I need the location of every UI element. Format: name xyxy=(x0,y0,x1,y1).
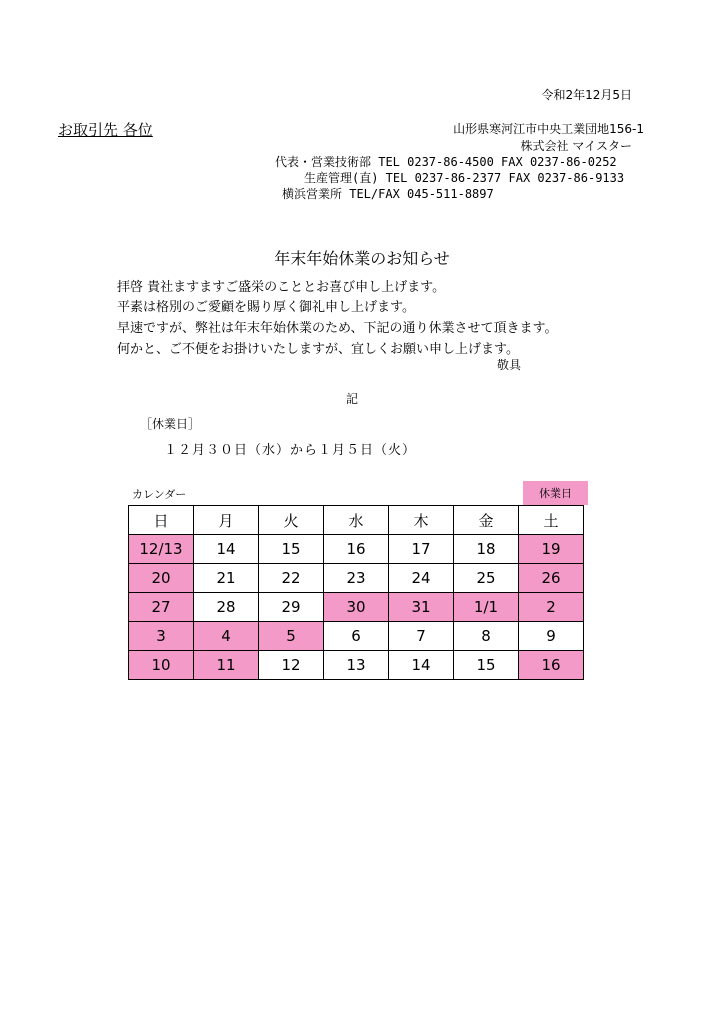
weekday-header: 火 xyxy=(259,506,324,535)
calendar-day: 24 xyxy=(389,564,454,593)
calendar-week-row xyxy=(129,564,584,593)
calendar-day-holiday: 3 xyxy=(129,622,194,651)
closing: 敬具 xyxy=(497,358,522,372)
calendar-day: 13 xyxy=(324,651,389,680)
weekday-header: 水 xyxy=(324,506,389,535)
contact-production: 生産管理(直) TEL 0237-86-2377 FAX 0237-86-9133 xyxy=(304,171,625,185)
body-line: 平素は格別のご愛顧を賜り厚く御礼申し上げます。 xyxy=(117,300,415,315)
weekday-header: 日 xyxy=(129,506,194,535)
contact-yokohama: 横浜営業所 TEL/FAX 045-511-8897 xyxy=(282,187,494,201)
calendar-header-row xyxy=(129,506,584,535)
ki-heading: 記 xyxy=(346,392,359,406)
calendar-day: 7 xyxy=(389,622,454,651)
calendar-day: 14 xyxy=(194,535,259,564)
calendar-day-holiday: 26 xyxy=(519,564,584,593)
holiday-label: ［休業日］ xyxy=(140,417,201,431)
calendar-day: 25 xyxy=(454,564,519,593)
calendar-day-holiday: 31 xyxy=(389,593,454,622)
weekday-header: 木 xyxy=(389,506,454,535)
body-line: 拝啓 貴社ますますご盛栄のこととお喜び申し上げます。 xyxy=(117,280,446,295)
calendar-day-holiday: 27 xyxy=(129,593,194,622)
calendar-day-holiday: 1/1 xyxy=(454,593,519,622)
calendar-day-holiday: 11 xyxy=(194,651,259,680)
calendar-day-holiday: 30 xyxy=(324,593,389,622)
body-line: 早速ですが、弊社は年末年始休業のため、下記の通り休業させて頂きます。 xyxy=(117,321,558,336)
weekday-header: 金 xyxy=(454,506,519,535)
calendar-day-holiday: 16 xyxy=(519,651,584,680)
sender-company: 株式会社 マイスター xyxy=(520,139,632,153)
calendar-week-row xyxy=(129,593,584,622)
calendar-day-holiday: 4 xyxy=(194,622,259,651)
holiday-range: １２月３０日（水）から１月５日（火） xyxy=(164,443,417,458)
calendar-day: 15 xyxy=(259,535,324,564)
calendar-day: 9 xyxy=(519,622,584,651)
calendar-day: 14 xyxy=(389,651,454,680)
notice-title: 年末年始休業のお知らせ xyxy=(274,249,450,268)
calendar-day-holiday: 20 xyxy=(129,564,194,593)
calendar-day-holiday: 5 xyxy=(259,622,324,651)
calendar-day: 28 xyxy=(194,593,259,622)
calendar-week-row xyxy=(129,651,584,680)
calendar-day: 16 xyxy=(324,535,389,564)
calendar-day-holiday: 10 xyxy=(129,651,194,680)
calendar-day: 15 xyxy=(454,651,519,680)
calendar-day-holiday: 12/13 xyxy=(129,535,194,564)
calendar-day: 21 xyxy=(194,564,259,593)
calendar-week-row xyxy=(129,535,584,564)
calendar-day: 29 xyxy=(259,593,324,622)
holiday-legend: 休業日 xyxy=(523,481,588,505)
sender-address: 山形県寒河江市中央工業団地156-1 xyxy=(453,122,644,136)
calendar-week-row xyxy=(129,622,584,651)
document-date: 令和2年12月5日 xyxy=(541,88,632,102)
calendar-day: 18 xyxy=(454,535,519,564)
body-line: 何かと、ご不便をお掛けいたしますが、宜しくお願い申し上げます。 xyxy=(117,342,519,357)
calendar-day: 22 xyxy=(259,564,324,593)
contact-main: 代表・営業技術部 TEL 0237-86-4500 FAX 0237-86-0252 xyxy=(275,155,617,169)
calendar-label: カレンダー xyxy=(132,488,187,501)
addressee: お取引先 各位 xyxy=(58,121,153,139)
calendar-day: 12 xyxy=(259,651,324,680)
weekday-header: 土 xyxy=(519,506,584,535)
weekday-header: 月 xyxy=(194,506,259,535)
calendar-table xyxy=(128,505,584,680)
calendar-day-holiday: 2 xyxy=(519,593,584,622)
calendar-day: 17 xyxy=(389,535,454,564)
calendar-day: 8 xyxy=(454,622,519,651)
calendar-day: 23 xyxy=(324,564,389,593)
calendar-day: 6 xyxy=(324,622,389,651)
calendar-day-holiday: 19 xyxy=(519,535,584,564)
